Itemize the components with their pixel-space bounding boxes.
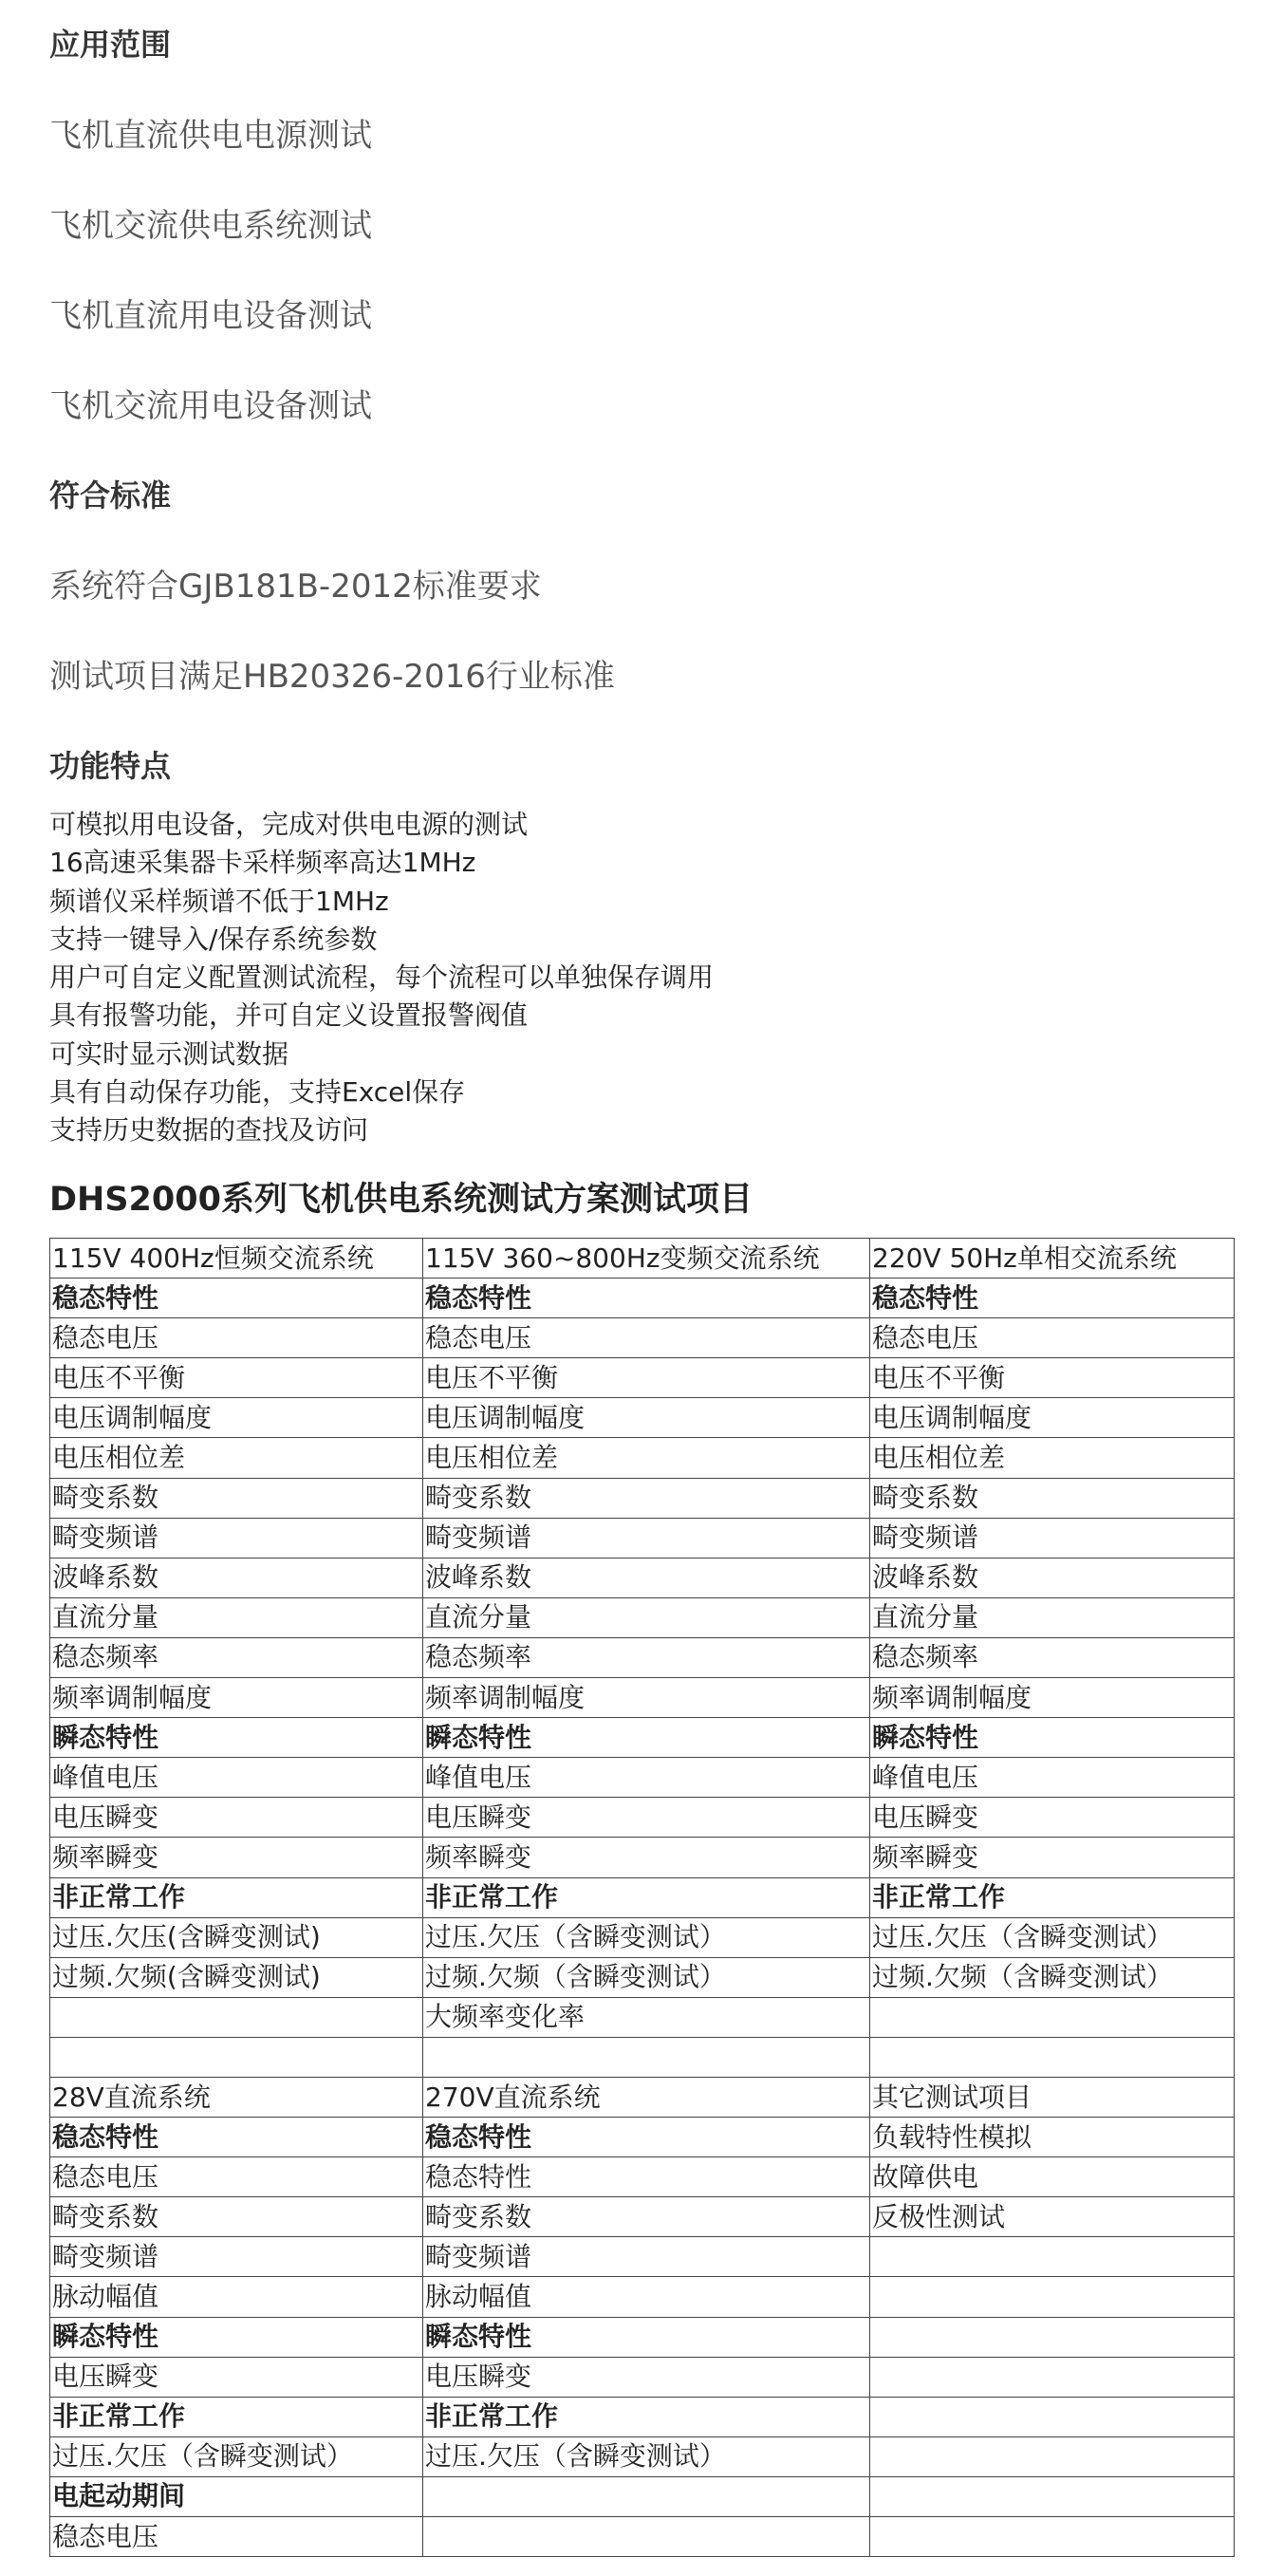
feature-item: 可实时显示测试数据 xyxy=(49,1037,289,1070)
section-heading-standards: 符合标准 xyxy=(49,477,172,513)
application-item: 飞机直流供电电源测试 xyxy=(49,117,372,155)
table-row xyxy=(50,1957,1235,1997)
table-cell: 波峰系数 xyxy=(423,1558,870,1597)
table-row xyxy=(50,1518,1235,1558)
table-cell: 28V直流系统 xyxy=(50,2077,423,2117)
table-cell: 脉动幅值 xyxy=(50,2277,423,2317)
table-cell: 稳态电压 xyxy=(50,2517,423,2557)
table-row xyxy=(50,1917,1235,1957)
feature-item: 支持历史数据的查找及访问 xyxy=(49,1114,369,1147)
table-cell: 电压不平衡 xyxy=(423,1358,870,1398)
table-cell: 频率调制幅度 xyxy=(423,1678,870,1718)
features-list xyxy=(49,806,714,1150)
table-cell: 220V 50Hz单相交流系统 xyxy=(870,1239,1235,1279)
table-cell: 过压.欠压(含瞬变测试) xyxy=(50,1917,423,1957)
table-cell: 过频.欠频（含瞬变测试） xyxy=(870,1957,1235,1997)
table-row xyxy=(50,2077,1235,2117)
table-cell: 峰值电压 xyxy=(870,1758,1235,1798)
table-row xyxy=(50,2197,1235,2237)
feature-item: 具有自动保存功能，支持Excel保存 xyxy=(49,1076,466,1109)
feature-item: 频谱仪采样频谱不低于1MHz xyxy=(49,885,389,917)
table-cell: 电压相位差 xyxy=(423,1438,870,1478)
feature-item: 支持一键导入/保存系统参数 xyxy=(49,923,378,955)
table-row xyxy=(50,2237,1235,2277)
table-row xyxy=(50,1358,1235,1398)
table-row xyxy=(50,2436,1235,2476)
table-cell: 稳态电压 xyxy=(50,2157,423,2197)
feature-item: 用户可自定义配置测试流程，每个流程可以单独保存调用 xyxy=(49,961,715,994)
table-cell: 电压调制幅度 xyxy=(423,1398,870,1438)
table-cell: 畸变系数 xyxy=(423,1478,870,1518)
table-category-cell: 稳态特性 xyxy=(423,1279,870,1318)
table-cell: 电压调制幅度 xyxy=(870,1398,1235,1438)
table-cell: 电压相位差 xyxy=(870,1438,1235,1478)
table-cell: 频率瞬变 xyxy=(870,1838,1235,1877)
table-cell xyxy=(870,1997,1235,2037)
table-category-cell: 稳态特性 xyxy=(50,2118,423,2157)
table-cell: 畸变系数 xyxy=(870,1478,1235,1518)
table-cell: 电压瞬变 xyxy=(870,1798,1235,1838)
table-cell: 电压瞬变 xyxy=(50,1798,423,1838)
table-row xyxy=(50,2476,1235,2516)
table-cell xyxy=(50,2037,423,2077)
table-cell: 频率调制幅度 xyxy=(50,1678,423,1718)
table-row xyxy=(50,2037,1235,2077)
table-row xyxy=(50,2157,1235,2197)
table-cell: 稳态频率 xyxy=(870,1637,1235,1677)
table-row xyxy=(50,1438,1235,1478)
table-cell: 畸变频谱 xyxy=(423,2237,870,2277)
table-category-cell: 瞬态特性 xyxy=(50,1718,423,1758)
table-cell xyxy=(870,2237,1235,2277)
table-cell: 过压.欠压（含瞬变测试） xyxy=(423,1917,870,1957)
table-cell xyxy=(870,2037,1235,2077)
table-category-cell: 稳态特性 xyxy=(870,1279,1235,1318)
table-row xyxy=(50,1239,1235,1279)
table-category-cell: 电起动期间 xyxy=(50,2476,423,2516)
table-cell: 115V 400Hz恒频交流系统 xyxy=(50,1239,423,1279)
table-category-cell: 非正常工作 xyxy=(50,1877,423,1917)
table-row xyxy=(50,1758,1235,1798)
table-cell: 大频率变化率 xyxy=(423,1997,870,2037)
table-cell: 过压.欠压（含瞬变测试） xyxy=(870,1917,1235,1957)
table-title: DHS2000系列飞机供电系统测试方案测试项目 xyxy=(49,1181,753,1219)
table-cell xyxy=(870,2277,1235,2317)
table-cell: 故障供电 xyxy=(870,2157,1235,2197)
section-heading-features: 功能特点 xyxy=(49,748,172,784)
standards-item: 系统符合GJB181B-2012标准要求 xyxy=(49,568,542,606)
table-row xyxy=(50,1637,1235,1677)
table-cell: 电压瞬变 xyxy=(423,1798,870,1838)
table-cell: 反极性测试 xyxy=(870,2197,1235,2237)
table-cell: 电压瞬变 xyxy=(50,2357,423,2397)
table-cell: 其它测试项目 xyxy=(870,2077,1235,2117)
table-row xyxy=(50,1678,1235,1718)
standards-item: 测试项目满足HB20326-2016行业标准 xyxy=(49,658,615,696)
table-row xyxy=(50,1478,1235,1518)
table-row xyxy=(50,2277,1235,2317)
table-cell: 峰值电压 xyxy=(423,1758,870,1798)
table-cell: 115V 360~800Hz变频交流系统 xyxy=(423,1239,870,1279)
table-cell: 波峰系数 xyxy=(50,1558,423,1597)
table-cell: 电压调制幅度 xyxy=(50,1398,423,1438)
table-row xyxy=(50,1318,1235,1358)
table-row xyxy=(50,1597,1235,1637)
table-category-cell: 非正常工作 xyxy=(423,1877,870,1917)
application-item: 飞机直流用电设备测试 xyxy=(49,297,372,335)
table-cell: 频率调制幅度 xyxy=(870,1678,1235,1718)
table-cell: 畸变频谱 xyxy=(423,1518,870,1558)
table-cell xyxy=(870,2357,1235,2397)
table-cell: 稳态频率 xyxy=(50,1637,423,1677)
feature-item: 具有报警功能，并可自定义设置报警阀值 xyxy=(49,999,529,1032)
table-cell xyxy=(423,2476,870,2516)
table-row xyxy=(50,2517,1235,2557)
table-cell: 畸变系数 xyxy=(50,1478,423,1518)
table-cell: 直流分量 xyxy=(50,1597,423,1637)
table-cell: 峰值电压 xyxy=(50,1758,423,1798)
table-cell xyxy=(870,2397,1235,2436)
table-category-cell: 非正常工作 xyxy=(50,2397,423,2436)
application-item: 飞机交流供电系统测试 xyxy=(49,207,372,245)
table-cell xyxy=(870,2436,1235,2476)
table-cell xyxy=(50,1997,423,2037)
table-cell: 稳态电压 xyxy=(870,1318,1235,1358)
table-row xyxy=(50,1398,1235,1438)
table-row xyxy=(50,1279,1235,1318)
table-cell: 稳态电压 xyxy=(423,1318,870,1358)
table-cell: 畸变系数 xyxy=(423,2197,870,2237)
table-cell: 畸变系数 xyxy=(50,2197,423,2237)
table-cell xyxy=(870,2517,1235,2557)
table-cell: 过压.欠压（含瞬变测试） xyxy=(50,2436,423,2476)
table-cell: 脉动幅值 xyxy=(423,2277,870,2317)
table-cell: 电压相位差 xyxy=(50,1438,423,1478)
table-cell: 负载特性模拟 xyxy=(870,2118,1235,2157)
table-cell xyxy=(423,2037,870,2077)
table-cell xyxy=(870,2476,1235,2516)
table-row xyxy=(50,2357,1235,2397)
table-category-cell: 非正常工作 xyxy=(870,1877,1235,1917)
table-cell: 电压瞬变 xyxy=(423,2357,870,2397)
table-category-cell: 稳态特性 xyxy=(423,2118,870,2157)
table-cell: 波峰系数 xyxy=(870,1558,1235,1597)
table-cell: 稳态特性 xyxy=(423,2157,870,2197)
table-cell: 频率瞬变 xyxy=(423,1838,870,1877)
table-row xyxy=(50,1997,1235,2037)
table-category-cell: 瞬态特性 xyxy=(423,2317,870,2357)
table-cell: 直流分量 xyxy=(423,1597,870,1637)
table-row xyxy=(50,2397,1235,2436)
table-category-cell: 瞬态特性 xyxy=(870,1718,1235,1758)
table-row xyxy=(50,1718,1235,1758)
table-row xyxy=(50,2317,1235,2357)
application-item: 飞机交流用电设备测试 xyxy=(49,387,372,425)
section-heading-application: 应用范围 xyxy=(49,27,172,63)
table-cell: 频率瞬变 xyxy=(50,1838,423,1877)
table-cell: 过频.欠频（含瞬变测试） xyxy=(423,1957,870,1997)
table-cell: 畸变频谱 xyxy=(50,1518,423,1558)
table-row xyxy=(50,1838,1235,1877)
table-category-cell: 瞬态特性 xyxy=(423,1718,870,1758)
table-cell: 电压不平衡 xyxy=(870,1358,1235,1398)
table-category-cell: 瞬态特性 xyxy=(50,2317,423,2357)
table-cell: 过压.欠压（含瞬变测试） xyxy=(423,2436,870,2476)
feature-item: 16高速采集器卡采样频率高达1MHz xyxy=(49,847,476,879)
table-cell: 直流分量 xyxy=(870,1597,1235,1637)
table-row xyxy=(50,1798,1235,1838)
table-cell: 稳态频率 xyxy=(423,1637,870,1677)
test-items-table xyxy=(49,1238,1235,2557)
table-cell xyxy=(870,2317,1235,2357)
table-cell: 畸变频谱 xyxy=(870,1518,1235,1558)
table-category-cell: 稳态特性 xyxy=(50,1279,423,1318)
table-cell: 270V直流系统 xyxy=(423,2077,870,2117)
table-cell: 畸变频谱 xyxy=(50,2237,423,2277)
table-category-cell: 非正常工作 xyxy=(423,2397,870,2436)
table-cell xyxy=(423,2517,870,2557)
table-cell: 电压不平衡 xyxy=(50,1358,423,1398)
table-cell: 过频.欠频(含瞬变测试) xyxy=(50,1957,423,1997)
feature-item: 可模拟用电设备，完成对供电电源的测试 xyxy=(49,809,529,840)
table-row xyxy=(50,2118,1235,2157)
table-cell: 稳态电压 xyxy=(50,1318,423,1358)
table-row xyxy=(50,1877,1235,1917)
table-row xyxy=(50,1558,1235,1597)
